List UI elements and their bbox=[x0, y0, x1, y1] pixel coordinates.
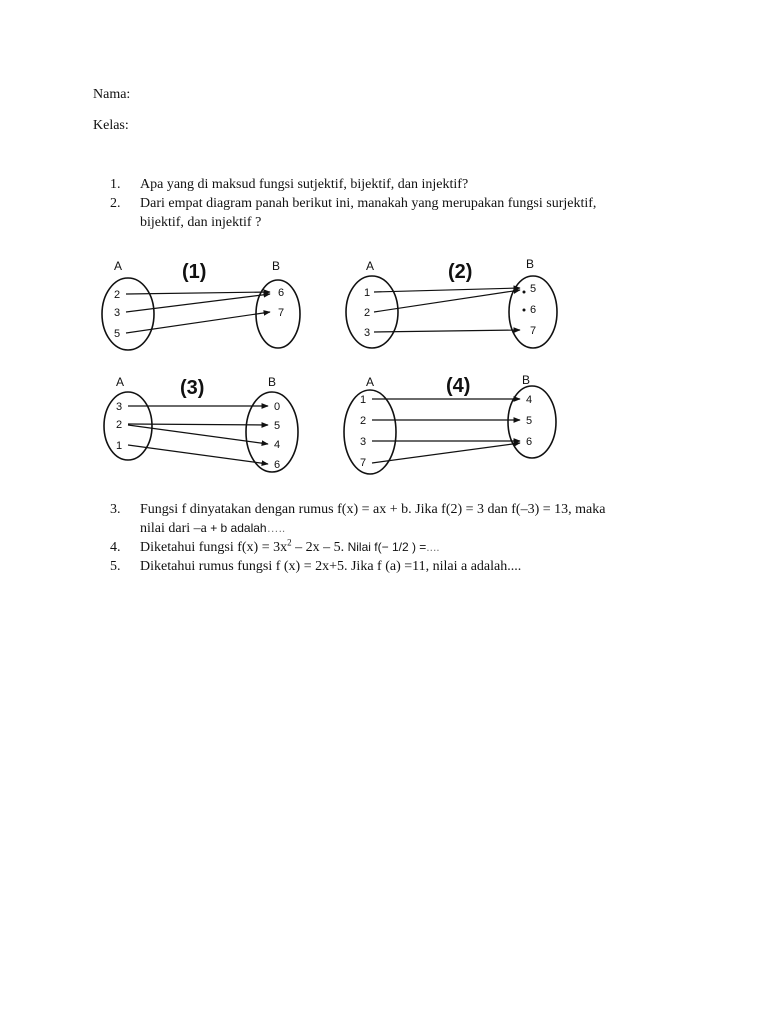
question-3 bbox=[110, 500, 670, 538]
question-4 bbox=[110, 538, 670, 557]
question-text: Apa yang di maksud fungsi sutjektif, bijektif, dan injektif? bbox=[140, 177, 469, 192]
set-a-element: 3 bbox=[114, 307, 121, 319]
set-b-label: B bbox=[268, 375, 277, 389]
diagram-title: (2) bbox=[448, 261, 473, 283]
question-text: .... bbox=[426, 540, 440, 554]
arrow bbox=[126, 294, 270, 312]
question-list-part1 bbox=[110, 175, 670, 232]
arrow bbox=[126, 312, 270, 333]
arrow bbox=[374, 290, 520, 312]
question-number: 2. bbox=[110, 196, 121, 211]
set-b-element: 5 bbox=[526, 415, 533, 427]
diagram-title: (4) bbox=[446, 375, 471, 397]
set-a-element: 1 bbox=[116, 440, 123, 452]
question-list-part2 bbox=[110, 500, 670, 576]
dot bbox=[523, 309, 526, 312]
question-text: – 2x – 5. bbox=[291, 540, 348, 555]
arrow-diagram-1 bbox=[92, 252, 312, 352]
question-number: 1. bbox=[110, 177, 121, 192]
question-text-line: bijektif, dan injektif ? bbox=[140, 215, 262, 230]
question-2 bbox=[110, 194, 670, 232]
set-a-oval bbox=[104, 392, 152, 460]
question-text-line bbox=[140, 519, 670, 538]
dot bbox=[523, 291, 526, 294]
arrow bbox=[128, 445, 268, 464]
class-field-label: Kelas: bbox=[93, 118, 129, 133]
question-number: 5. bbox=[110, 559, 121, 574]
question-number: 4. bbox=[110, 540, 121, 555]
arrow-diagram-2 bbox=[338, 252, 568, 352]
set-a-element: 1 bbox=[360, 394, 367, 406]
set-a-element: 1 bbox=[364, 287, 371, 299]
question-text: nilai dari –a bbox=[140, 521, 207, 536]
set-a-element: 7 bbox=[360, 457, 367, 469]
set-b-oval bbox=[246, 392, 298, 472]
set-b-element: 7 bbox=[278, 307, 285, 319]
set-b-element: 6 bbox=[526, 436, 533, 448]
set-a-label: A bbox=[116, 375, 125, 389]
set-b-element: 4 bbox=[526, 394, 533, 406]
set-b-element: 0 bbox=[274, 401, 281, 413]
set-b-element: 6 bbox=[274, 459, 281, 471]
set-a-element: 2 bbox=[116, 419, 123, 431]
arrow-diagram-3 bbox=[92, 370, 312, 480]
question-5 bbox=[110, 557, 670, 576]
arrow bbox=[374, 288, 520, 292]
set-a-element: 5 bbox=[114, 328, 121, 340]
set-b-label: B bbox=[522, 373, 531, 387]
question-text: + b adalah bbox=[206, 521, 267, 535]
question-text: ….. bbox=[266, 521, 286, 535]
set-a-element: 2 bbox=[360, 415, 367, 427]
question-text: Diketahui fungsi f(x) = 3x bbox=[140, 540, 288, 555]
set-a-element: 2 bbox=[114, 289, 121, 301]
arrow bbox=[126, 292, 270, 294]
diagram-title: (3) bbox=[180, 377, 205, 399]
set-a-label: A bbox=[366, 375, 375, 389]
question-text-line: Dari empat diagram panah berikut ini, manakah yang merupakan fungsi surjektif, bbox=[140, 196, 597, 211]
set-b-element: 5 bbox=[530, 283, 537, 295]
question-text: Nilai f(− 1/2 ) = bbox=[347, 540, 427, 554]
diagram-title: (1) bbox=[182, 261, 207, 283]
set-b-label: B bbox=[526, 257, 535, 271]
set-a-label: A bbox=[114, 259, 123, 273]
exponent: 2 bbox=[287, 537, 292, 548]
set-a-label: A bbox=[366, 259, 375, 273]
question-number: 3. bbox=[110, 502, 121, 517]
set-b-element: 7 bbox=[530, 325, 537, 337]
set-a-element: 3 bbox=[364, 327, 371, 339]
question-text-line: Fungsi f dinyatakan dengan rumus f(x) = ax + b. Jika f(2) = 3 dan f(–3) = 13, maka bbox=[140, 502, 606, 517]
set-b-element: 4 bbox=[274, 439, 281, 451]
set-b-element: 6 bbox=[278, 287, 285, 299]
set-a-element: 3 bbox=[360, 436, 367, 448]
set-a-oval bbox=[346, 276, 398, 348]
set-a-element: 3 bbox=[116, 401, 123, 413]
set-a-oval bbox=[102, 278, 154, 350]
set-a-element: 2 bbox=[364, 307, 371, 319]
name-field-label: Nama: bbox=[93, 87, 131, 102]
question-text-line: Diketahui rumus fungsi f (x) = 2x+5. Jika f (a) =11, nilai a adalah.... bbox=[140, 559, 522, 574]
arrow bbox=[374, 330, 520, 332]
set-b-label: B bbox=[272, 259, 281, 273]
arrow-diagram-4 bbox=[338, 370, 568, 480]
set-b-element: 6 bbox=[530, 304, 537, 316]
question-text-line bbox=[140, 538, 670, 557]
question-1 bbox=[110, 175, 670, 194]
set-b-element: 5 bbox=[274, 420, 281, 432]
